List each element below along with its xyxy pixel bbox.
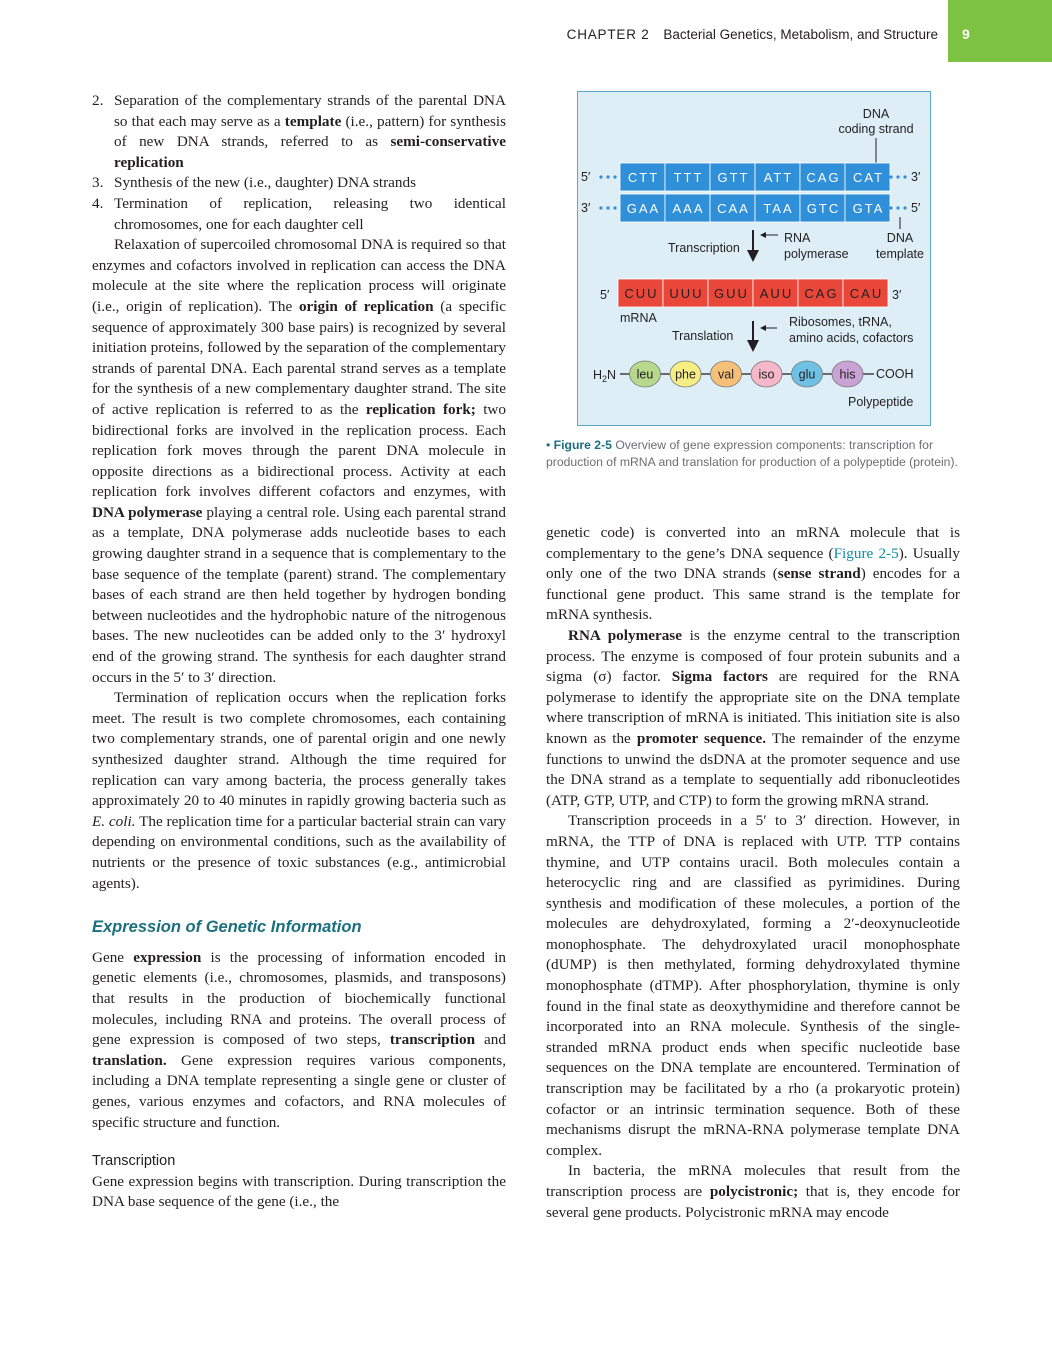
chapter-title: Bacterial Genetics, Metabolism, and Structure <box>663 27 938 42</box>
template-codon: GTC <box>806 201 841 216</box>
paragraph: In bacteria, the mRNA molecules that result from the transcription process are polycistronic; that is, they encode for several gene products. Polycistronic mRNA may encode <box>546 1162 960 1221</box>
bold-term: polycistronic; <box>709 1183 799 1200</box>
rna-polymerase-label-1: RNA <box>784 231 811 245</box>
paragraph: Gene expression is the processing of information encoded in genetic elements (i.e., chromosomes, plasmids, and transposons) that results in the production of biochemically functional molecules, including RNA and proteins. The overall process of gene expression is composed of two steps, transcription and translation. Gene expression requires various components, including a DNA template representing a single gene or cluster of genes, various enzymes and cofactors, and RNA molecules of specific structure and function. <box>92 948 507 1131</box>
bold-term: translation. <box>92 1051 167 1069</box>
dna-coding-label-2: coding strand <box>838 122 914 136</box>
paragraph: genetic code) is converted into an mRNA molecule that is complementary to the gene’s DNA sequence (Figure 2-5). Usually only one of the two DNA strands (sense strand) encodes for a functional gene product. This same strand is the template for mRNA synthesis. <box>546 524 960 624</box>
bold-term: replication fork; <box>365 400 476 418</box>
list-item: 4. Termination of replication, releasing two identical chromosomes, one for each daughter cell <box>92 194 506 233</box>
dots-left <box>599 175 616 178</box>
bold-term: transcription <box>389 1031 476 1049</box>
bold-term: sense strand <box>777 565 861 583</box>
template-three-prime: 3′ <box>581 201 591 215</box>
bold-term: template <box>284 112 342 130</box>
mrna-label: mRNA <box>620 311 657 325</box>
mrna-codon: CUU <box>624 286 659 301</box>
figure-caption <box>546 437 966 471</box>
coding-codon: CTT <box>627 170 660 185</box>
ribosomes-label-2: amino acids, cofactors <box>789 331 914 345</box>
page-number-tab <box>948 0 1052 62</box>
mrna-codon: AUU <box>759 286 794 301</box>
list-item: 2. Separation of the complementary strands of the parental DNA so that each may serve as a template (i.e., pattern) for synthesis of new DNA strands, referred to as semi-conservative replication <box>92 92 506 171</box>
amino-acid-label: leu <box>636 367 654 382</box>
coding-five-prime: 5′ <box>581 170 591 184</box>
polypeptide-label: Polypeptide <box>848 395 914 409</box>
bold-term: DNA polymerase <box>92 503 203 521</box>
amino-terminus-label: $H_2N$ <box>593 368 617 384</box>
bold-term: Sigma factors <box>671 668 768 686</box>
chapter-label: CHAPTER 2 <box>566 27 650 42</box>
list-item: 3. Synthesis of the new (i.e., daughter) DNA strands <box>92 174 417 192</box>
coding-codon: CAT <box>852 170 885 185</box>
dna-coding-strand <box>620 163 890 191</box>
amino-acid-label: iso <box>758 367 775 382</box>
mrna-strand <box>618 279 888 307</box>
template-codon: GTA <box>852 201 885 216</box>
bold-term: origin of replication <box>298 297 434 315</box>
figure-link[interactable]: Figure 2-5 <box>833 544 899 562</box>
gene-expression-diagram <box>578 92 930 425</box>
template-codon: AAA <box>672 201 705 216</box>
coding-codon: ATT <box>763 170 794 185</box>
right-column <box>546 523 960 1223</box>
bold-term: expression <box>133 948 202 966</box>
transcription-arrow-head <box>747 250 759 262</box>
italic-term: E. coli. <box>92 812 136 830</box>
subsection-heading: Transcription <box>92 1153 176 1170</box>
rna-polymerase-label-2: polymerase <box>784 247 849 261</box>
bold-term: RNA polymerase <box>568 626 682 644</box>
ribosomes-label-1: Ribosomes, tRNA, <box>789 315 892 329</box>
dna-coding-label-1: DNA <box>862 107 890 121</box>
page-header <box>0 0 1052 62</box>
coding-three-prime: 3′ <box>911 170 921 184</box>
template-codon: TAA <box>763 201 794 216</box>
section-heading: Expression of Genetic Information <box>92 918 362 937</box>
template-five-prime: 5′ <box>911 201 921 215</box>
coding-codon: TTT <box>673 170 704 185</box>
paragraph: RNA polymerase is the enzyme central to the transcription process. The enzyme is composed of four protein subunits and a sigma (σ) factor. Sigma factors are required for the RNA polymerase to identify the appropriate site on the DNA template where transcription of mRNA is initiated. This initiation site is also known as the promoter sequence. The remainder of the enzyme functions to unwind the dsDNA at the promoter sequence and use the DNA strand as a template to sequentially add ribonucleotides (ATP, GTP, UTP, and CTP) to form the growing mRNA strand. <box>546 626 961 809</box>
coding-codon: CAG <box>806 170 841 185</box>
mrna-codon: CAU <box>849 286 884 301</box>
bold-term: promoter sequence. <box>636 729 767 747</box>
dots-right <box>889 206 906 209</box>
paragraph: Relaxation of supercoiled chromosomal DNA is required so that enzymes and cofactors involved in replication can access the DNA molecule at the site where the replication process will originate (i.e., origin of replication). The origin of replication (a specific sequence of approximately 300 base pairs) is recognized by several initiation proteins, followed by the separation of the complementary strands of parental DNA. Each parental strand serves as a template for the synthesis of a new complementary daughter strand. The site of active replication is referred to as the replication fork; two bidirectional forks are involved in the replication process. Each replication fork moves through the parent DNA molecule in opposite directions as a bidirectional process. Activity at each replication fork involves different cofactors and enzymes, with DNA polymerase playing a central role. Using each parental strand as a template, DNA polymerase adds nucleotide bases to each growing daughter strand in a sequence that is complementary to the base sequence of the template (parent) strand. The complementary bases of each strand are then held together by hydrogen bonding between nucleotides and the hydrophobic nature of the nitrogenous bases. The new nucleotides can be added only to the 3′ hydroxyl end of the growing strand. The synthesis for each daughter strand occurs in the 5′ to 3′ direction. <box>92 236 506 686</box>
paragraph: Transcription proceeds in a 5′ to 3′ direction. However, in mRNA, the TTP of DNA is replaced with UTP. TTP contains thymine, and UTP contains uracil. Both molecules contain a heterocyclic ring and are classified as pyrimidines. During synthesis and modification of these molecules, a portion of the molecules are dehydroxylated, forming a 2′-deoxynucleotide monophosphate. The dehydroxylated uracil monophosphate (dUMP) is then methylated, forming dehydroxylated thymine monophosphate (dTMP). After phosphorylation, thymine is only found in the final state as deoxythymidine and therefore cannot be incorporated into an RNA molecule. Synthesis of the single-stranded mRNA product ends when specific nucleotide base sequences on the DNA template are encountered. Termination of transcription may be facilitated by a rho (a prokaryotic protein) cofactor or an intrinsic termination sequence. Both of these mechanisms disrupt the mRNA-RNA polymerase template DNA complex. <box>546 812 960 1159</box>
caption-label: Figure 2-5 <box>553 438 612 452</box>
mrna-codon: CAG <box>804 286 839 301</box>
amino-acid-label: his <box>839 367 856 382</box>
translation-arrow-head <box>747 340 759 352</box>
page-number: 9 <box>962 26 970 42</box>
caption-bullet: • <box>546 438 551 452</box>
template-codon: GAA <box>626 201 661 216</box>
dna-template-label-1: DNA <box>886 231 914 245</box>
caption-text: Overview of gene expression components: transcription for production of mRNA and translation for production of a polypeptide (protein). <box>546 438 958 469</box>
coding-codon: GTT <box>717 170 750 185</box>
template-codon: CAA <box>717 201 750 216</box>
mrna-codon: UUU <box>669 286 704 301</box>
mrna-five-prime: 5′ <box>600 288 610 302</box>
paragraph: Gene expression begins with transcription. During transcription the DNA base sequence of the gene (i.e., the <box>92 1172 506 1211</box>
bold-term: semi-conservative replication <box>114 133 506 171</box>
left-column <box>92 91 506 1213</box>
translation-label: Translation <box>672 329 734 343</box>
dots-left <box>599 206 616 209</box>
transcription-label: Transcription <box>668 241 740 255</box>
paragraph: Termination of replication occurs when the replication forks meet. The result is two complete chromosomes, each containing two complementary strands, one of parental origin and one newly synthesized daughter strand. Although the time required for replication can vary among bacteria, the process generally takes approximately 20 to 40 minutes in rapidly growing bacteria such as E. coli. The replication time for a particular bacterial strain can vary depending on environmental conditions, such as the availability of nutrients or the presence of toxic substances (e.g., antimicrobial agents). <box>92 689 506 892</box>
carboxyl-terminus-label: COOH <box>876 367 914 381</box>
mrna-codon: GUU <box>714 286 749 301</box>
mrna-three-prime: 3′ <box>892 288 902 302</box>
dots-right <box>889 175 906 178</box>
figure-2-5 <box>577 91 931 426</box>
amino-acid-label: glu <box>798 367 816 382</box>
dna-template-strand <box>620 194 890 222</box>
amino-acid-label: phe <box>675 367 696 382</box>
amino-acid-label: val <box>718 367 734 382</box>
running-head <box>567 27 938 42</box>
dna-template-label-2: template <box>876 247 924 261</box>
